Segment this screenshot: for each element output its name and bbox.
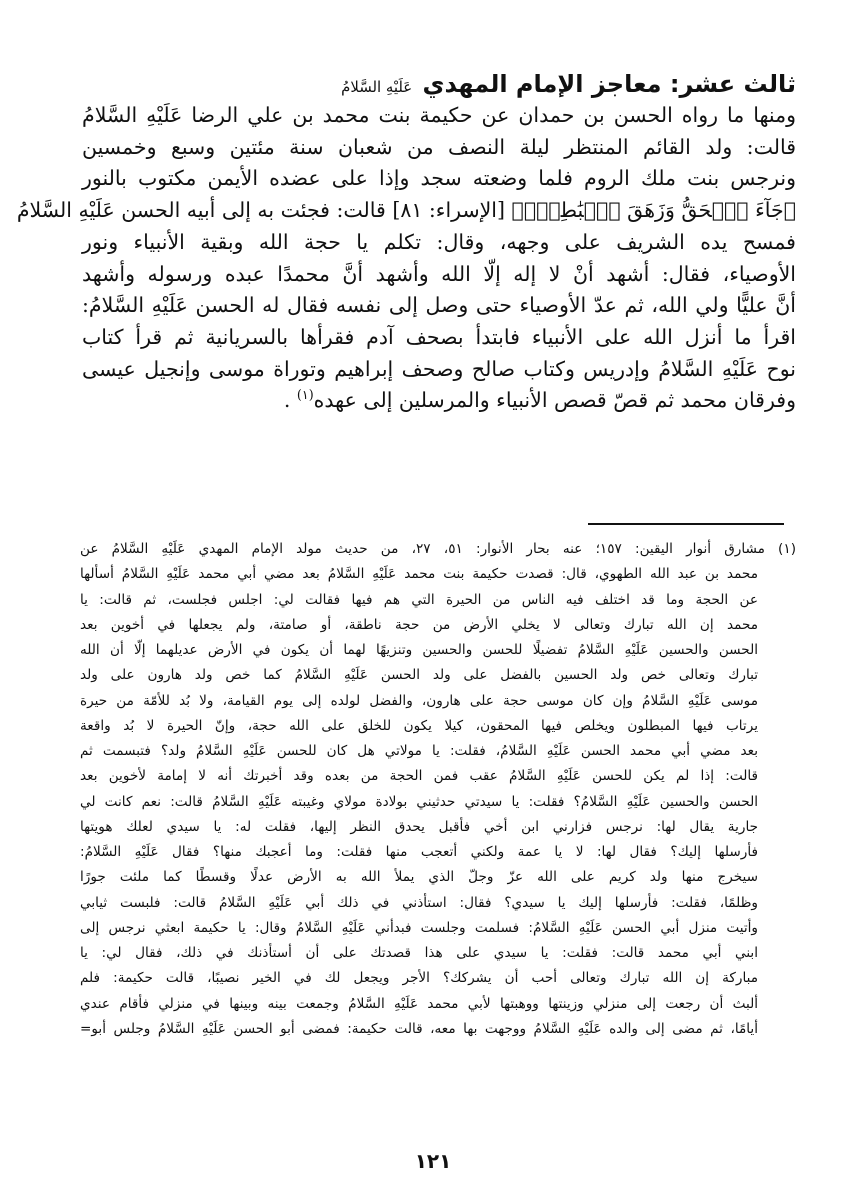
body-line: قالت: ولد القائم المنتظر ليلة النصف من شعبان سنة مئتين وسبع وخمسين — [82, 134, 796, 159]
body-line: فمسح يده الشريف على وجهه، وقال: تكلم يا حجة الله وبقية الأنبياء ونور — [82, 229, 796, 254]
honorific-glyph: عَلَيْهِ السَّلامُ — [341, 78, 413, 97]
footnote-line: تبارك وتعالى خص ولد الحسين بالفضل على ولد الحسن عَلَيْهِ السَّلامُ كما خص ولد هارون على ولد — [80, 667, 758, 684]
section-heading-title: ثالث عشر: معاجز الإمام المهدي — [422, 70, 796, 99]
footnote-line: الحسن والحسين عَلَيْهِ السَّلامُ؟ فقلت: يا سيدتي حدثيني بولادة مولاي وغيبته عَلَيْهِ السَّلامُ قالت: نعم كانت لي — [80, 793, 758, 810]
footnote-line: محمد إن الله تبارك وتعالى لا يخلي الأرض من حجة ناطقة، أو صامتة، ولم يجعلها في أخوين بعد — [80, 616, 758, 633]
body-line: نوح عَلَيْهِ السَّلامُ وإدريس وكتاب صالح وصحف إبراهيم وتوراة موسى وإنجيل عيسى — [82, 356, 796, 381]
body-line-last — [82, 385, 796, 417]
footnote-line: ألبث أن رجعت إلى منزلي وزينتها ووهبتها لأبي محمد عَلَيْهِ السَّلامُ وجمعت بينه وبينها في منزلي فأقام عندي — [80, 995, 758, 1012]
footnote-block — [80, 537, 796, 1042]
body-line: أنَّ عليًّا ولي الله، ثم عدّ الأوصياء حتى وصل إلى نفسه فقال له الحسن عَلَيْهِ السَّلامُ: — [82, 293, 796, 318]
body-line-text: وفرقان محمد ثم قصّ قصص الأنبياء والمرسلين إلى عهده — [313, 388, 796, 413]
footnote-separator — [588, 523, 784, 525]
footnote-line: وظلمًا، فقلت: فأرسلها إليك يا سيدي؟ فقال: استأذني في ذلك أبي عَلَيْهِ السَّلامُ قالت: فلبست ثيابي — [80, 894, 758, 911]
footnote-line: محمد بن عبد الله الطهوي، قال: قصدت حكيمة بنت محمد عَلَيْهِ السَّلامُ بعد مضي أبي محمد عَلَيْهِ السَّلامُ أسألها — [80, 566, 758, 583]
footnote-line: فأرسلها إليك؟ فقال لها: لا يا عمة ولكني أتعجب منها فقلت: وما أعجبك منها؟ فقال عَلَيْهِ السَّلامُ: — [80, 844, 758, 860]
body-line: ومنها ما رواه الحسن بن حمدان عن حكيمة بنت محمد بن علي الرضا عَلَيْهِ السَّلامُ — [82, 103, 796, 127]
footnote-line: جارية يقال لها: نرجس فزارني ابن أخي فأقبل يحدق النظر إليها، فقلت له: يا سيدي لعلك هويتها — [80, 818, 758, 835]
footnote-line: ابني أبي محمد قالت: فقلت: يا سيدي على هذا قصدتك على أن أستأذنك في ذلك، فقال لي: يا — [80, 945, 758, 961]
footnote-line: موسى عَلَيْهِ السَّلامُ وإن كان موسى حجة على هارون، والفضل لولده إلى يوم القيامة، ولا بُد للأمّة من حيرة — [80, 692, 758, 709]
footnote-marker[interactable]: (١) — [296, 387, 314, 403]
body-line-punct: . — [283, 388, 291, 413]
footnote-line: بعد مضي أبي محمد الحسن عَلَيْهِ السَّلامُ، فقلت: يا مولاتي هل كان للحسن عَلَيْهِ السَّلامُ ولد؟ فتبسمت ثم — [80, 743, 758, 759]
body-line: ﴿جَآءَ ٱلۡحَقُّ وَزَهَقَ ٱلۡبَٰطِلُۚ﴾ [الإسراء: ٨١] قالت: فجئت به إلى أبيه الحسن عَلَيْهِ السَّلامُ — [16, 198, 796, 223]
footnote-line: أيامًا، ثم مضى إلى والده عَلَيْهِ السَّلامُ ووجهت بها معه، قالت حكيمة: فمضى أبو الحسن عَلَيْهِ السَّلامُ وجلس أبو= — [80, 1020, 758, 1037]
body-line: الأوصياء، فقال: أشهد أنْ لا إله إلّا الله وأشهد أنَّ محمدًا عبده ورسوله وأشهد — [82, 261, 796, 286]
footnote-line: يرتاب فيها المبطلون ويخلص فيها المحقون، كيلا يكون للخلق على الله حجة، وإنّ الحيرة لا بُد واقعة — [80, 717, 758, 734]
page-number: ١٢١ — [414, 1149, 452, 1173]
body-line: اقرأ ما أنزل الله على الأنبياء فابتدأ بصحف آدم فقرأها بالسريانية ثم قرأ كتاب — [82, 324, 796, 349]
footnote-line: وأتيت منزل أبي الحسن عَلَيْهِ السَّلامُ: فسلمت وجلست فبدأني عَلَيْهِ السَّلامُ وقال: يا حكيمة ابعثي نرجس إلى — [80, 919, 758, 936]
footnote-line: عن الحجة وما قد اختلف فيه الناس من الحيرة التي هم فيها فقالت لي: اجلس فجلست، ثم قالت: يا — [80, 591, 758, 608]
footnote-line: سيخرج منها ولد كريم على الله عزّ وجلّ الذي يملأ الله به الأرض عدلًا وقسطًا كما ملئت جورًا — [80, 869, 758, 886]
footnote-line: قالت: إذا لم يكن للحسن عَلَيْهِ السَّلامُ عقب فمن الحجة من بعده وقد أخبرتك أنه لا إمامة لأخوين بعد — [80, 768, 758, 785]
footnote-line: الحسن والحسين عَلَيْهِ السَّلامُ تفضيلًا للحسن والحسين وتنزيهًا لهما أن يكون في الأرض عديلهما إلّا أن الله — [80, 642, 758, 658]
footnote-line: (١) مشارق أنوار اليقين: ١٥٧؛ عنه بحار الأنوار: ٥١، ٢٧، من حديث مولد الإمام المهدي عَلَيْهِ السَّلامُ عن — [80, 541, 796, 557]
body-line: ونرجس بنت ملك الروم فلما وضعته سجد وإذا على عضده الأيمن مكتوب بالنور — [82, 166, 796, 191]
main-paragraph — [16, 100, 796, 417]
footnote-line: مباركة إن الله تبارك وتعالى أحب أن يشركك؟ الأجر ويجعل لك في الخير نصيبًا، قالت حكيمة: فلم — [80, 970, 758, 987]
